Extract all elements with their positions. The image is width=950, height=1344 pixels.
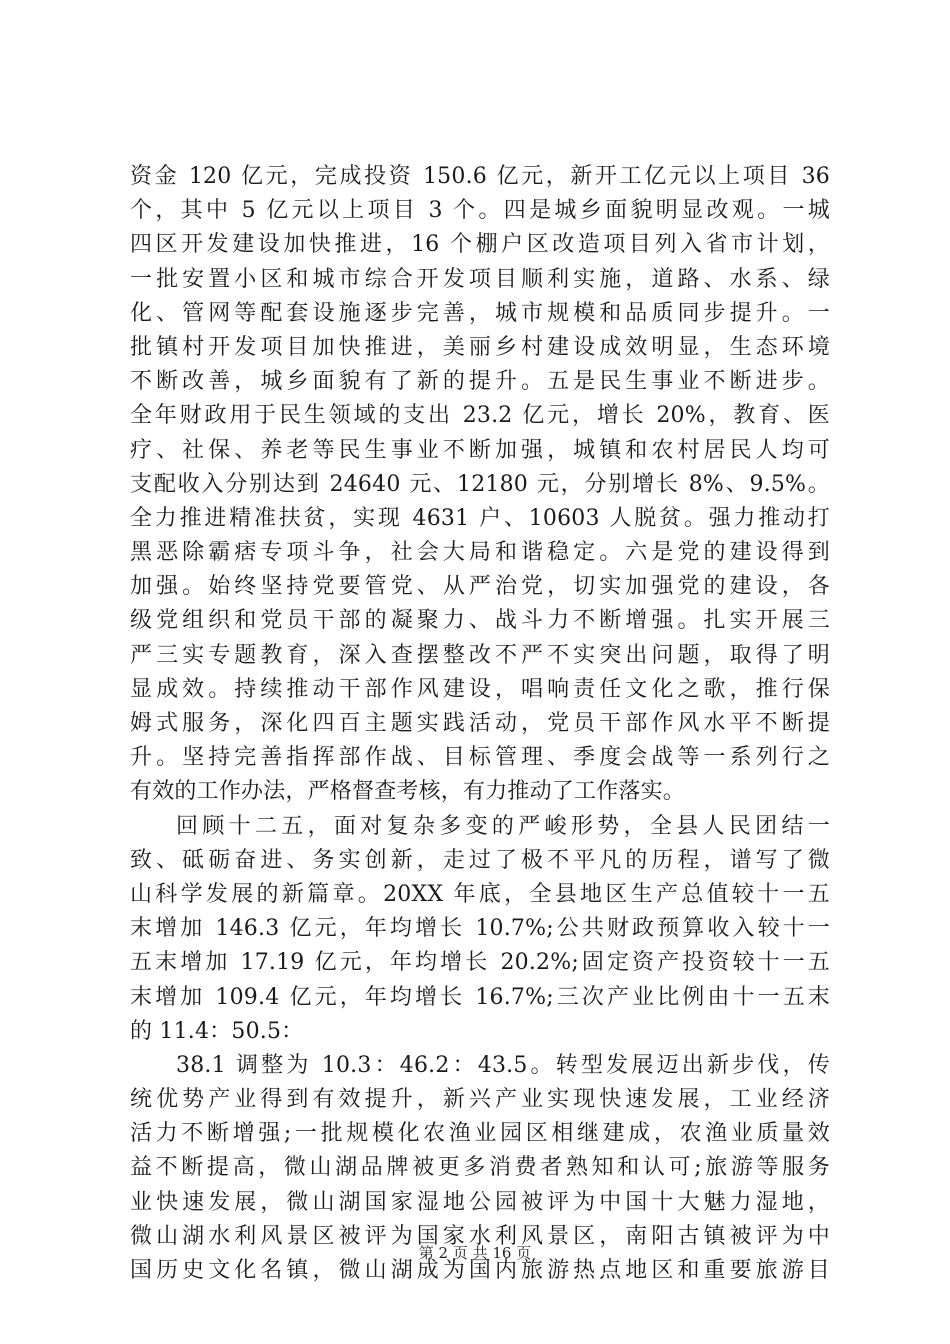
- text-line: 38.1 调整为 10.3：46.2：43.5。转型发展迈出新步伐，传: [176, 1052, 830, 1078]
- text-line: 五末增加 17.19 亿元，年均增长 20.2%;固定资产投资较十一五: [130, 950, 830, 976]
- text-line: 国历史文化名镇，微山湖成为国内旅游热点地区和重要旅游目: [130, 1258, 830, 1283]
- text-line: 末增加 109.4 亿元，年均增长 16.7%;三次产业比例由十一五末: [130, 984, 830, 1010]
- text-line: 不断改善，城乡面貌有了新的提升。五是民生事业不断进步。: [130, 369, 830, 395]
- text-line: 回顾十二五，面对复杂多变的严峻形势，全县人民团结一: [176, 813, 830, 839]
- text-line: 黑恶除霸痞专项斗争，社会大局和谐稳定。六是党的建设得到: [130, 540, 830, 566]
- text-line: 活力不断增强;一批规模化农渔业园区相继建成，农渔业质量效: [130, 1121, 830, 1147]
- text-line: 有效的工作办法，严格督查考核，有力推动了工作落实。: [130, 779, 686, 805]
- text-line: 益不断提高，微山湖品牌被更多消费者熟知和认可;旅游等服务: [130, 1155, 830, 1181]
- text-line: 全年财政用于民生领域的支出 23.2 亿元，增长 20%，教育、医: [130, 403, 830, 429]
- text-line: 升。坚持完善指挥部作战、目标管理、季度会战等一系列行之: [130, 745, 830, 771]
- text-line: 批镇村开发项目加快推进，美丽乡村建设成效明显，生态环境: [130, 334, 830, 360]
- text-line: 末增加 146.3 亿元，年均增长 10.7%;公共财政预算收入较十一: [130, 916, 830, 942]
- text-line: 微山湖水利风景区被评为国家水利风景区，南阳古镇被评为中: [130, 1223, 830, 1249]
- text-line: 加强。始终坚持党要管党、从严治党，切实加强党的建设，各: [130, 574, 830, 600]
- text-line: 严三实专题教育，深入查摆整改不严不实突出问题，取得了明: [130, 642, 830, 668]
- text-line: 化、管网等配套设施逐步完善，城市规模和品质同步提升。一: [130, 300, 830, 326]
- document-body: [130, 160, 830, 1288]
- text-line: 致、砥砺奋进、务实创新，走过了极不平凡的历程，谱写了微: [130, 847, 830, 873]
- text-line: 姆式服务，深化四百主题实践活动，党员干部作风水平不断提: [130, 711, 830, 736]
- text-line: 一批安置小区和城市综合开发项目顺利实施，道路、水系、绿: [130, 266, 830, 292]
- text-line: 山科学发展的新篇章。20XX 年底，全县地区生产总值较十一五: [130, 881, 830, 907]
- text-line: 资金 120 亿元，完成投资 150.6 亿元，新开工亿元以上项目 36: [130, 164, 830, 189]
- text-line: 显成效。持续推动干部作风建设，唱响责任文化之歌，推行保: [130, 676, 830, 702]
- text-line: 支配收入分别达到 24640 元、12180 元，分别增长 8%、9.5%。: [130, 471, 830, 497]
- text-line: 疗、社保、养老等民生事业不断加强，城镇和农村居民人均可: [130, 437, 830, 463]
- text-line: 级党组织和党员干部的凝聚力、战斗力不断增强。扎实开展三: [130, 608, 830, 634]
- text-line: 统优势产业得到有效提升，新兴产业实现快速发展，工业经济: [130, 1087, 830, 1113]
- text-line: 四区开发建设加快推进，16 个棚户区改造项目列入省市计划，: [130, 232, 830, 258]
- page-number-footer: 第 2 页 共 16 页: [418, 1244, 532, 1262]
- text-line: 个，其中 5 亿元以上项目 3 个。四是城乡面貌明显改观。一城: [130, 198, 830, 224]
- text-line: 全力推进精准扶贫，实现 4631 户、10603 人脱贫。强力推动打: [130, 505, 830, 531]
- text-line: 业快速发展，微山湖国家湿地公园被评为中国十大魅力湿地，: [130, 1189, 830, 1215]
- text-line: 的 11.4：50.5：: [130, 1018, 304, 1044]
